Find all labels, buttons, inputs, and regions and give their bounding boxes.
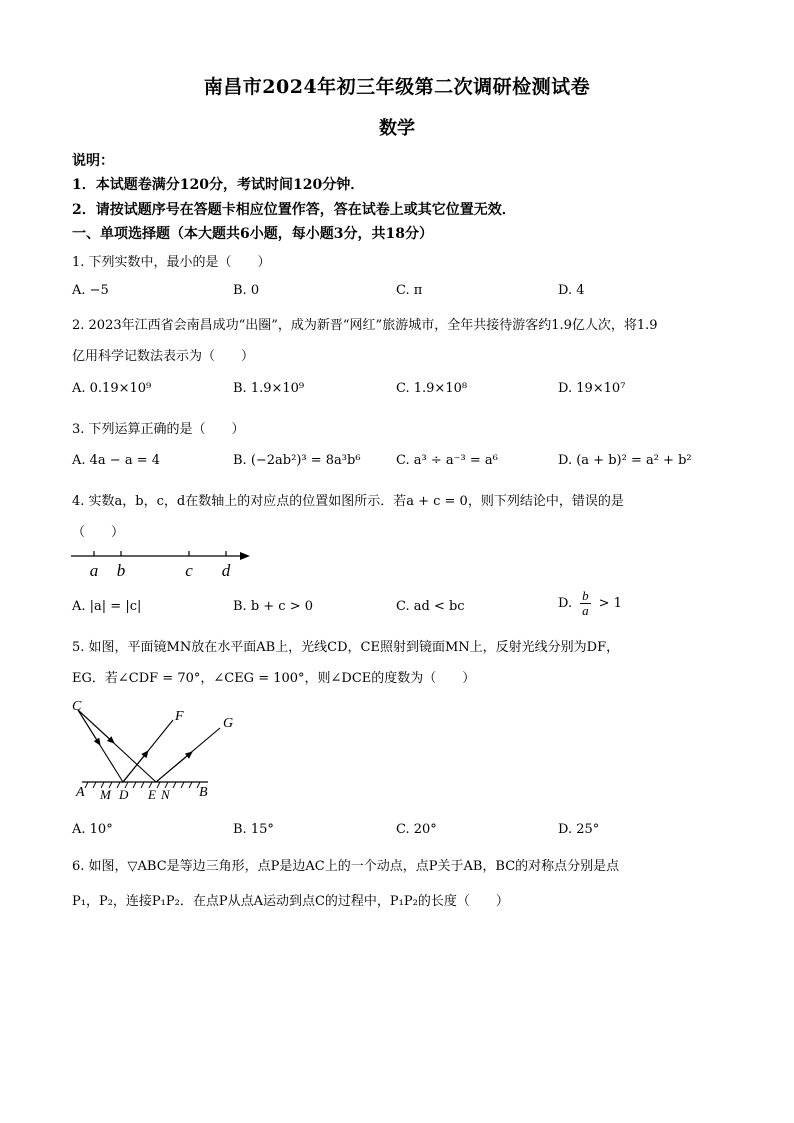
instruction-item-1: 1．本试题卷满分120分，考试时间120分钟．	[72, 177, 365, 193]
label-c: C	[72, 699, 82, 714]
axis-label-c: c	[185, 561, 193, 580]
instructions-heading: 说明：	[72, 153, 114, 169]
question-5-stem-line-2: EG．若∠CDF = 70°，∠CEG = 100°，则∠DCE的度数为（ ）	[72, 671, 476, 686]
number-line-arrow	[240, 552, 250, 560]
label-f: F	[175, 709, 184, 724]
question-3-stem: 3. 下列运算正确的是（ ）	[72, 422, 245, 437]
question-3-option-b: B. (−2ab²)³ = 8a³b⁶	[233, 453, 361, 468]
instruction-item-2: 2．请按试题序号在答题卡相应位置作答，答在试卷上或其它位置无效．	[72, 202, 516, 218]
question-5-option-a: A. 10°	[72, 822, 113, 837]
question-4-stem-line-2: （ ）	[72, 525, 125, 540]
option-d-relation: > 1	[598, 596, 622, 611]
question-5-option-c: C. 20°	[396, 822, 437, 837]
axis-label-a: a	[89, 561, 99, 580]
label-g: G	[223, 716, 234, 731]
question-1-option-c: C. π	[396, 283, 423, 298]
label-m: M	[100, 787, 111, 802]
label-e: E	[148, 787, 156, 802]
label-d: D	[119, 787, 129, 802]
option-d-prefix: D.	[558, 596, 573, 611]
question-2-stem-line-2: 亿用科学记数法表示为（ ）	[72, 349, 255, 364]
question-4-option-b: B. b + c > 0	[233, 599, 314, 614]
question-3-option-c: C. a³ ÷ a⁻³ = a⁶	[396, 453, 498, 468]
question-1-option-a: A. −5	[72, 283, 109, 298]
section-1-heading: 一、单项选择题（本大题共6小题，每小题3分，共18分）	[72, 226, 433, 242]
question-4-option-a: A. |a| = |c|	[72, 599, 142, 614]
question-6-stem-line-2: P₁，P₂，连接P₁P₂．在点P从点A运动到点C的过程中，P₁P₂的长度（ ）	[72, 894, 509, 909]
question-4-option-d	[558, 589, 622, 618]
question-2-option-c: C. 1.9×10⁸	[396, 381, 468, 396]
ray-eg-arrow	[156, 752, 192, 782]
axis-label-d: d	[221, 561, 231, 580]
option-d-fraction	[580, 589, 591, 618]
question-2-option-d: D. 19×10⁷	[558, 381, 626, 396]
axis-label-b: b	[116, 561, 126, 580]
exam-subject: 数学	[379, 118, 415, 139]
question-6-stem-line-1: 6. 如图，▽ABC是等边三角形，点P是边AC上的一个动点，点P关于AB，BC的对称点分别是点	[72, 859, 620, 874]
label-a: A	[76, 785, 85, 800]
question-2-stem-line-1: 2. 2023年江西省会南昌成功“出圈”，成为新晋“网红”旅游城市，全年共接待游客约1.9亿人次，将1.9	[72, 318, 658, 333]
question-1-option-b: B. 0	[233, 283, 260, 298]
question-2-option-a: A. 0.19×10⁹	[72, 381, 152, 396]
fraction-denominator: a	[582, 603, 589, 618]
question-4-stem-line-1: 4. 实数a，b，c，d在数轴上的对应点的位置如图所示．若a + c = 0，则下列结论中，错误的是	[72, 494, 624, 509]
question-2-option-b: B. 1.9×10⁹	[233, 381, 305, 396]
label-n: N	[161, 787, 170, 802]
fraction-numerator: b	[582, 588, 589, 603]
question-5-option-b: B. 15°	[233, 822, 274, 837]
mirror-reflection-figure	[68, 696, 248, 806]
question-3-option-d: D. (a + b)² = a² + b²	[558, 453, 692, 468]
exam-title: 南昌市2024年初三年级第二次调研检测试卷	[203, 76, 591, 98]
label-b: B	[199, 785, 208, 800]
question-4-option-c: C. ad < bc	[396, 599, 465, 614]
number-line-figure	[68, 542, 258, 582]
question-1-stem: 1. 下列实数中，最小的是（ ）	[72, 255, 271, 270]
question-5-option-d: D. 25°	[558, 822, 600, 837]
question-3-option-a: A. 4a − a = 4	[72, 453, 161, 468]
question-5-stem-line-1: 5. 如图，平面镜MN放在水平面AB上，光线CD，CE照射到镜面MN上，反射光线分别为DF，	[72, 640, 620, 655]
question-1-option-d: D. 4	[558, 283, 585, 298]
